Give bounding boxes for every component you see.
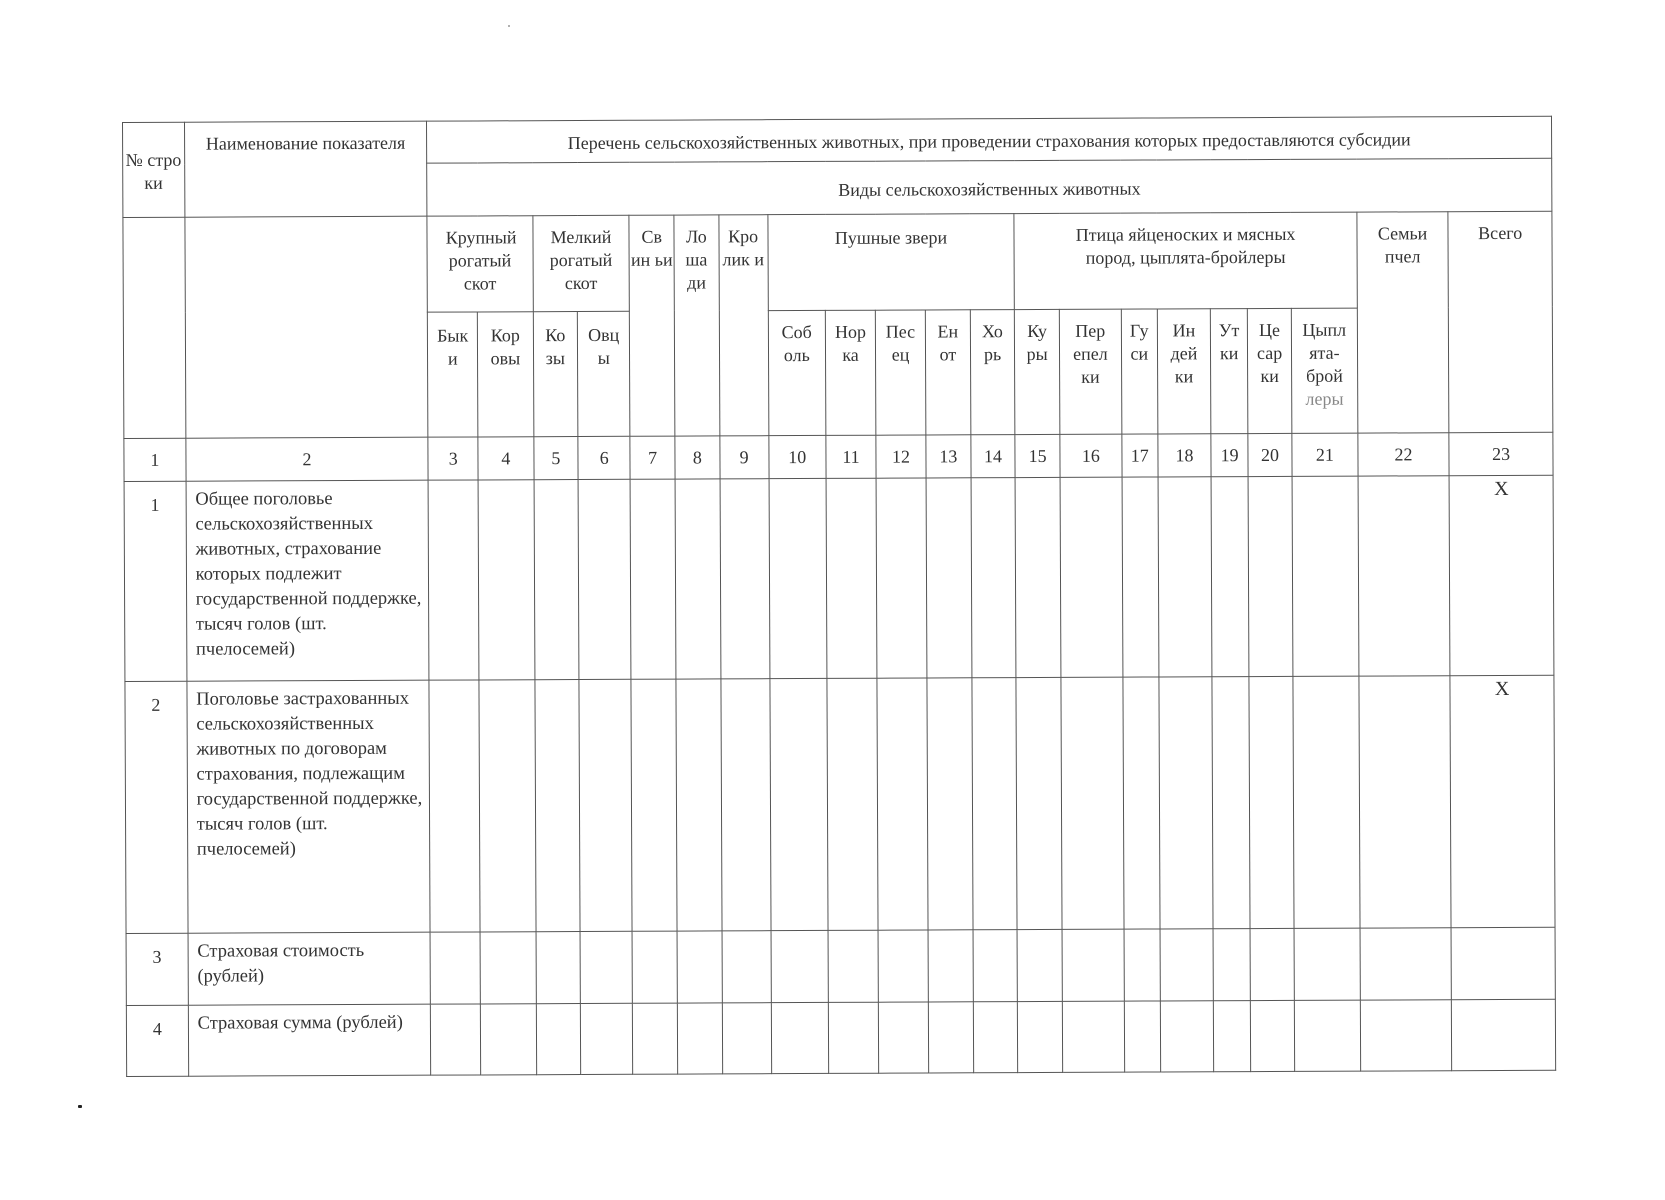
data-cell[interactable] (878, 1002, 928, 1073)
header-geese: Гу си (1121, 309, 1158, 434)
data-cell[interactable] (677, 1003, 722, 1074)
data-cell[interactable] (771, 931, 829, 1003)
header-indicator-name: Наименование показателя (184, 121, 427, 217)
column-number: 9 (720, 435, 769, 479)
column-number: 21 (1292, 433, 1358, 477)
header-broilers-text: Цыпл ята- брой (1302, 319, 1347, 386)
data-cell[interactable] (1294, 1000, 1360, 1071)
header-quail: Пер епел ки (1059, 309, 1121, 435)
data-cell[interactable] (428, 480, 479, 679)
column-number: 17 (1122, 434, 1158, 478)
data-cell[interactable] (430, 932, 480, 1004)
data-cell[interactable] (581, 1003, 633, 1074)
data-cell[interactable] (1018, 1002, 1063, 1073)
data-cell[interactable] (1292, 476, 1359, 676)
data-cell[interactable] (927, 677, 973, 930)
scan-speck (508, 25, 510, 27)
data-cell[interactable] (1251, 1001, 1295, 1072)
row-label: Страховая сумма (рублей) (188, 1004, 431, 1076)
data-cell[interactable] (1015, 478, 1061, 677)
data-cell[interactable] (1358, 476, 1450, 676)
header-blank-cell (185, 216, 429, 438)
header-subsidy-list: Перечень сельскохозяйственных животных, при проведении страхования которых предоставляются субсидии (427, 116, 1552, 163)
header-chickens: Ку ры (1015, 309, 1060, 434)
row-number: 2 (125, 681, 188, 934)
column-number: 6 (578, 436, 630, 480)
data-cell[interactable] (1062, 929, 1124, 1001)
data-cell[interactable] (769, 479, 827, 679)
data-cell[interactable] (722, 931, 771, 1003)
subsidy-form-sheet (122, 116, 1556, 1077)
column-number: 11 (826, 435, 876, 479)
table-row (124, 476, 1554, 682)
data-cell[interactable] (1160, 1001, 1213, 1072)
total-cell[interactable] (1452, 999, 1556, 1070)
header-arctic-fox: Пес ец (875, 310, 926, 435)
data-cell[interactable] (536, 932, 581, 1004)
data-cell[interactable] (972, 677, 1018, 930)
header-bee-colonies: Семьи пчел (1357, 211, 1449, 432)
header-sable: Соб оль (768, 310, 826, 435)
data-cell[interactable] (721, 678, 771, 931)
header-turkeys: Ин дей ки (1157, 308, 1211, 433)
data-cell[interactable] (1017, 930, 1062, 1002)
data-cell[interactable] (1124, 1001, 1160, 1072)
header-sheep: Овц ы (578, 311, 631, 436)
data-cell[interactable] (1211, 477, 1249, 676)
table-row (125, 675, 1555, 934)
data-cell[interactable] (481, 1004, 537, 1075)
header-cattle: Крупный рогатый скот (427, 215, 533, 311)
data-cell[interactable] (1250, 929, 1294, 1001)
data-cell[interactable] (580, 932, 632, 1004)
data-cell[interactable] (771, 1003, 829, 1074)
data-cell[interactable] (579, 679, 632, 932)
data-cell[interactable] (631, 679, 677, 932)
data-cell[interactable] (1213, 1001, 1251, 1072)
data-cell[interactable] (827, 678, 878, 931)
data-cell[interactable] (926, 478, 972, 677)
data-cell[interactable] (480, 932, 536, 1004)
data-cell[interactable] (720, 479, 770, 678)
row-label: Общее поголовье сельскохозяйственных животных, страхование которых подлежит государственной поддержке, тысяч голов (шт. пчелосемей) (186, 481, 429, 681)
column-number: 4 (478, 437, 534, 481)
data-cell[interactable] (928, 1002, 973, 1073)
data-cell[interactable] (1124, 929, 1160, 1001)
data-cell[interactable] (431, 1004, 481, 1075)
column-number: 5 (533, 436, 578, 480)
data-cell[interactable] (1158, 477, 1212, 677)
data-cell[interactable] (928, 930, 973, 1002)
table-row (126, 999, 1555, 1076)
header-pigs: Св ин ьи (629, 215, 675, 436)
data-cell[interactable] (973, 930, 1018, 1002)
header-guinea-fowl: Це сар ки (1248, 308, 1292, 433)
header-poultry: Птица яйценоских и мясных пород, цыплята-бройлеры (1014, 212, 1357, 309)
total-cell: Х (1450, 675, 1555, 928)
data-cell[interactable] (1160, 929, 1214, 1001)
column-number: 15 (1015, 434, 1060, 478)
column-number: 3 (428, 437, 478, 481)
header-blank-cell (123, 217, 186, 438)
header-ferret: Хо рь (970, 309, 1015, 434)
column-number: 14 (971, 434, 1016, 478)
data-cell[interactable] (1123, 677, 1160, 930)
data-cell[interactable] (1016, 677, 1062, 930)
header-horses: Ло ша ди (674, 215, 720, 436)
scan-speck (78, 1105, 82, 1108)
column-number: 16 (1060, 434, 1122, 478)
column-number: 13 (926, 435, 971, 479)
data-cell[interactable] (676, 679, 722, 932)
header-animal-types: Виды сельскохозяйственных животных (427, 159, 1552, 216)
data-cell[interactable] (632, 931, 677, 1003)
row-label: Поголовье застрахованных сельскохозяйственных животных по договорам страхования, подлежащим государственной поддержке, тысяч голов (шт. пчелосемей) (187, 680, 431, 934)
column-number: 7 (630, 436, 675, 480)
data-cell[interactable] (677, 931, 722, 1003)
row-number: 4 (126, 1005, 188, 1076)
header-fur-animals: Пушные звери (768, 213, 1015, 310)
data-cell[interactable] (973, 1002, 1018, 1073)
data-cell[interactable] (630, 479, 676, 678)
data-cell[interactable] (1248, 477, 1292, 676)
header-broilers-text-faint: леры (1305, 388, 1344, 409)
data-cell[interactable] (971, 478, 1017, 677)
column-number: 12 (876, 435, 926, 479)
header-goats: Ко зы (533, 311, 578, 436)
header-ducks: Ут ки (1210, 308, 1248, 433)
row-label: Страховая стоимость (рублей) (188, 932, 431, 1005)
header-bulls: Бык и (428, 312, 479, 437)
data-cell[interactable] (826, 479, 877, 678)
column-number: 19 (1211, 433, 1248, 477)
data-cell[interactable] (1061, 677, 1124, 930)
data-cell[interactable] (770, 678, 829, 931)
header-broilers (1291, 308, 1357, 434)
data-cell[interactable] (1359, 675, 1452, 928)
column-numbers-row (124, 432, 1553, 482)
data-cell[interactable] (479, 679, 535, 932)
column-number: 18 (1158, 434, 1211, 478)
data-cell[interactable] (1062, 1001, 1124, 1072)
header-mink: Нор ка (825, 310, 876, 435)
column-number: 8 (675, 436, 720, 480)
data-cell[interactable] (1122, 477, 1159, 676)
header-rabbits: Кро лик и (719, 214, 769, 435)
data-cell[interactable] (1213, 929, 1251, 1001)
data-cell[interactable] (722, 1003, 771, 1074)
header-row-number: № стро ки (123, 122, 185, 217)
data-cell[interactable] (1249, 676, 1294, 929)
header-total: Всего (1448, 211, 1553, 433)
livestock-insurance-table (122, 116, 1556, 1077)
data-cell[interactable] (478, 480, 534, 680)
data-cell[interactable] (1060, 477, 1123, 677)
data-cell[interactable] (675, 479, 721, 678)
total-cell: Х (1449, 476, 1554, 676)
row-number: 3 (126, 934, 188, 1006)
row-number: 1 (124, 482, 187, 682)
header-raccoon: Ен от (925, 309, 970, 434)
data-cell[interactable] (878, 930, 928, 1002)
column-number: 1 (124, 438, 186, 482)
data-cell[interactable] (1293, 676, 1360, 929)
table-row (126, 928, 1555, 1006)
data-cell[interactable] (877, 678, 928, 931)
header-cows: Кор овы (478, 311, 534, 436)
data-cell[interactable] (1360, 1000, 1452, 1071)
data-cell[interactable] (828, 1002, 878, 1073)
column-number: 23 (1449, 432, 1553, 476)
column-number: 2 (186, 437, 429, 482)
data-cell[interactable] (578, 480, 631, 680)
data-cell[interactable] (1294, 928, 1360, 1000)
data-cell[interactable] (429, 680, 480, 933)
data-cell[interactable] (534, 480, 580, 679)
data-cell[interactable] (534, 679, 580, 932)
column-number: 22 (1358, 433, 1450, 477)
column-number: 10 (768, 435, 826, 479)
data-cell[interactable] (536, 1004, 581, 1075)
data-cell[interactable] (828, 930, 878, 1002)
data-cell[interactable] (876, 478, 927, 677)
data-cell[interactable] (1212, 676, 1250, 929)
total-cell[interactable] (1451, 928, 1555, 1000)
data-cell[interactable] (1159, 676, 1213, 929)
data-cell[interactable] (1360, 928, 1452, 1000)
column-number: 20 (1248, 433, 1292, 477)
data-cell[interactable] (633, 1003, 678, 1074)
header-small-ruminants: Мелкий рогатый скот (532, 215, 629, 311)
